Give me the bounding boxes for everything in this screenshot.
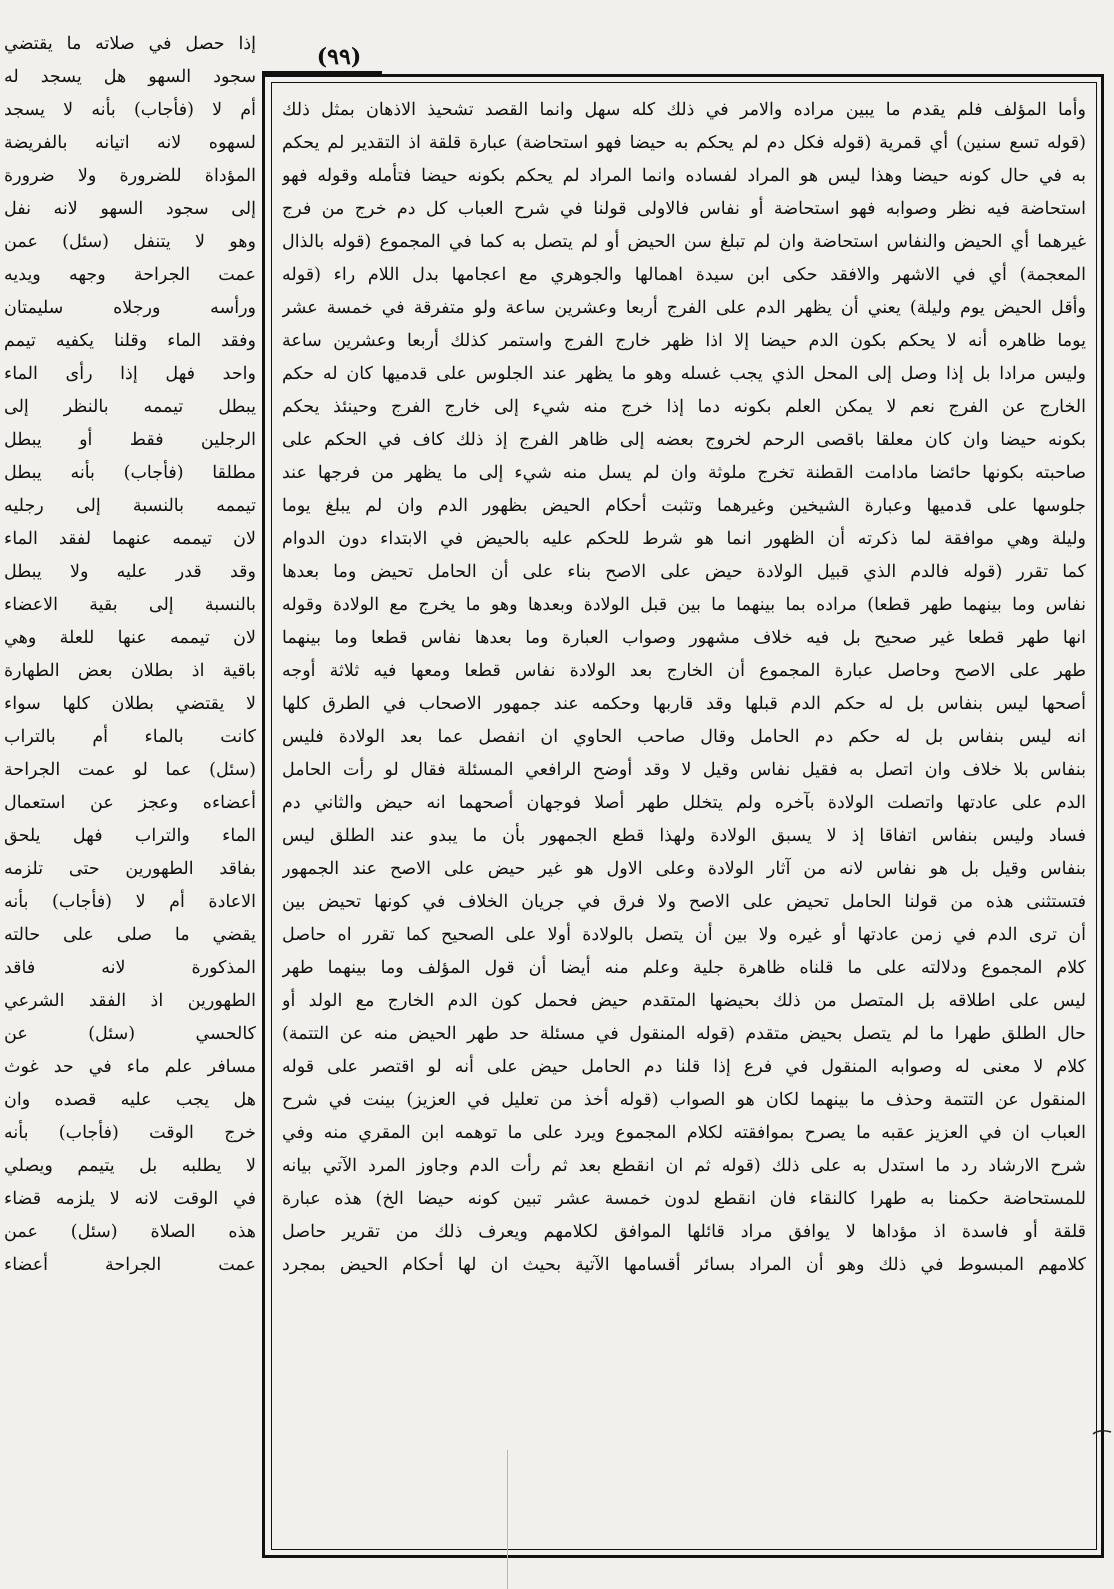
margin-text-line: بالنسبة إلى بقية الاعضاء [4, 595, 256, 615]
main-text-line: وليس مرادا بل إذا وصل إلى المحل الذي يجب غسله وهو ما يظهر عند الجلوس على قدميها كان له حكم [282, 364, 1086, 384]
main-text-line: كلام المجموع ودلالته على ما قلناه ظاهرة جلية وعلم منه أيضا أن قول المؤلف وما بينهما طهر [282, 958, 1086, 978]
main-text-line: فساد وليس بنفاس اتفاقا إذ لا يسبق الولادة ولهذا قطع الجمهور بأن ما يبدو عند الطلق ليس [282, 826, 1086, 846]
main-text-line: استحاضة فيه نظر وصوابه فهو استحاضة أو نفاس فالاولى قولنا في شرح العباب كل دم خرج من فرج [282, 199, 1086, 219]
main-text-line: نفاس وما بينهما طهر قطعا) مراده بما بينهما ما بين قبل الولادة وبعدها وهو ما يخرج مع الولادة وقوله [282, 595, 1086, 615]
margin-text-line: أم لا (فأجاب) بأنه لا يسجد [4, 100, 256, 120]
main-text-line: كلام لا معنى له وصوابه المنقول في فرع إذا قلنا دم الحامل حيض على أنه لو اقتصر على قوله [282, 1057, 1086, 1077]
margin-text-line: الماء والتراب فهل يلحق [4, 826, 256, 846]
margin-text-line: مطلقا (فأجاب) بأنه يبطل [4, 463, 256, 483]
margin-text-line: لسهوه لانه اتيانه بالفريضة [4, 133, 256, 153]
margin-text-line: لا يقتضي بطلان كلها سواء [4, 694, 256, 714]
main-text-line: جلوسها على قدميها وعبارة الشيخين وغيرهما وتثبت أحكام الحيض بظهور الدم وان لم يبلغ يوما [282, 496, 1086, 516]
margin-text-line: عمت الجراحة أعضاء [4, 1255, 256, 1275]
margin-text-line: في الوقت لانه لا يلزمه قضاء [4, 1189, 256, 1209]
main-text-line: كلامهم المبسوط في ذلك وهو أن المراد بسائر أقسامها الآتية بحيث ان لها أحكام الحيض بمجرد [282, 1255, 1086, 1275]
main-text-line: انها طهر قطعا غير صحيح بل فيه خلاف مشهور وصواب العبارة وما بعدها نفاس قطعا وما بينهما [282, 628, 1086, 648]
main-text-block [282, 94, 1086, 1544]
margin-text-line: كانت بالماء أم بالتراب [4, 727, 256, 747]
main-text-line: بنفاس وقيل بل هو نفاس لانه من آثار الولادة وعلى الاول هو غير حيض على الاصح عند الجمهور [282, 859, 1086, 879]
margin-text-line: (سئل) عما لو عمت الجراحة [4, 760, 256, 780]
main-text-line: يوما ظاهره أنه لا يحكم بكون الدم حيضا إلا اذا ظهر خارج الفرج واستمر كذلك أربعا وعشرين ساعة [282, 331, 1086, 351]
margin-text-line: إذا حصل في صلاته ما يقتضي [4, 34, 256, 54]
margin-text-line: لان تيممه عنهما لفقد الماء [4, 529, 256, 549]
main-text-line: وليلة وهي موافقة لما ذكرته أن الظهور انما هو شرط للحكم عليه بالحيض في الابتداء دون الدوام [282, 529, 1086, 549]
main-text-line: فتستثنى هذه من قولنا الحامل تحيض على الاصح ولا فرق في جريان الخلاف في كونها تحيض بين [282, 892, 1086, 912]
margin-text-line: وهو لا يتنفل (سئل) عمن [4, 232, 256, 252]
main-text-line: العباب ان في العزيز عقبه ما يصرح بموافقته لكلام المجموع ويرد على ما توهمه ابن المقري منه وفي [282, 1123, 1086, 1143]
margin-commentary-column [4, 28, 256, 1558]
main-text-line: المعجمة) أي في الاشهر والافقد حكى ابن سيدة اهمالها والجوهري مع اعجامها بدل اللام راء (قوله [282, 265, 1086, 285]
main-text-line: أن ترى الدم في زمن عادتها أو غيره ولا بين أن يتصل بالولادة أولا على الصحيح كما تقرر اه حاصل [282, 925, 1086, 945]
pen-stroke-mark [1092, 1428, 1112, 1436]
margin-text-line: بفاقد الطهورين حتى تلزمه [4, 859, 256, 879]
margin-text-line: باقية اذ بطلان بعض الطهارة [4, 661, 256, 681]
main-text-line: صاحبته بكونها حائضا مادامت القطنة تخرج ملوثة وان لم يسل منه شيء إلى ما يظهر من فرجها عند [282, 463, 1086, 483]
main-text-line: كما تقرر (قوله فالدم الذي قبيل الولادة حيض على الاصح بناء على أن الحامل تحيض وما بعدها [282, 562, 1086, 582]
margin-text-line: لا يطلبه بل يتيمم ويصلي [4, 1156, 256, 1176]
margin-text-line: تيممه بالنسبة إلى رجليه [4, 496, 256, 516]
main-text-line: وأقل الحيض يوم وليلة) يعني أن يظهر الدم على الفرج أربعا وعشرين ساعة ولو متفرقة في خمسة عشر [282, 298, 1086, 318]
margin-text-line: هل يجب عليه قصده وان [4, 1090, 256, 1110]
page-number: (٩٩) [316, 44, 362, 70]
main-text-line: الخارج عن الفرج نعم لا يمكن العلم بكونه دما إذا خرج منه شيء إلى خارج الفرج وحينئذ يحكم [282, 397, 1086, 417]
margin-text-line: مسافر علم ماء في حد غوث [4, 1057, 256, 1077]
margin-text-line: يبطل تيممه بالنظر إلى [4, 397, 256, 417]
margin-text-line: المذكورة لانه فاقد [4, 958, 256, 978]
margin-text-line: سجود السهو هل يسجد له [4, 67, 256, 87]
margin-text-line: يقضي ما صلى على حالته [4, 925, 256, 945]
page-fold-line [507, 1450, 508, 1589]
main-text-line: طهر على الاصح وحاصل عبارة المجموع أن الخارج بعد الولادة نفاس قطعا ومعها فيه ثلاثة أوجه [282, 661, 1086, 681]
margin-text-line: واحد فهل إذا رأى الماء [4, 364, 256, 384]
margin-text-line: خرج الوقت (فأجاب) بأنه [4, 1123, 256, 1143]
margin-text-line: كالحسي (سئل) عن [4, 1024, 256, 1044]
main-text-line: غيرهما أي الحيض والنفاس استحاضة وان لم تبلغ سن الحيض أو لم يتصل به كما في المجموع (قوله بالذال [282, 232, 1086, 252]
main-text-line: وأما المؤلف فلم يقدم ما يبين مراده والامر في ذلك كله سهل وانما القصد تشحيذ الاذهان بمثل ذلك [282, 100, 1086, 120]
main-text-line: قلقة أو فاسدة اذ مؤداها لا يوافق مراد قائلها الموافق لكلامهم ويعرف ذلك من تقرير حاصل [282, 1222, 1086, 1242]
margin-text-line: أعضاءه وعجز عن استعمال [4, 793, 256, 813]
margin-text-line: وقد قدر عليه ولا يبطل [4, 562, 256, 582]
margin-text-line: الرجلين فقط أو يبطل [4, 430, 256, 450]
main-text-line: بكونه حيضا وان كان معلقا باقصى الرحم لخروج بعضه إلى ظاهر الفرج إذ ذلك كاف في الحكم على [282, 430, 1086, 450]
margin-text-line: لان تيممه عنها للعلة وهي [4, 628, 256, 648]
main-text-line: أصحها ليس بنفاس بل له حكم الدم قبلها وقد قاربها وحكمه عند جمهور الاصحاب في الطرق كلها [282, 694, 1086, 714]
main-text-line: المنقول عن التتمة وحذف ما بينهما لكان هو الصواب (قوله أخذ من تعليل في العزيز) بينت في شرح [282, 1090, 1086, 1110]
margin-text-line: وفقد الماء وقلنا يكفيه تيمم [4, 331, 256, 351]
main-text-line: انه ليس بنفاس بل له حكم دم الحامل وقال صاحب الحاوي ان انفصل عما بعد الولادة فليس [282, 727, 1086, 747]
main-text-line: للمستحاضة حكمنا به طهرا كالنقاء فان انقطع لدون خمسة عشر تبين كونه حيضا الخ) هذه عبارة [282, 1189, 1086, 1209]
main-text-line: ليس على اطلاقه بل المتصل من ذلك بحيضها المتقدم حيض فحمل كون الدم الخارج مع الولد أو [282, 991, 1086, 1011]
margin-text-line: ورأسه ورجلاه سليمتان [4, 298, 256, 318]
main-text-line: شرح الارشاد رد ما استدل به على ذلك (قوله ثم ان انقطع بعد ثم رأت الدم وجاوز المرد الآتي بيانه [282, 1156, 1086, 1176]
main-text-line: بنفاس بلا خلاف وان اتصل به فقيل نفاس وقيل لا وقد أوضح الرافعي المسئلة فقال لو رأت الحامل [282, 760, 1086, 780]
main-text-line: به في حال كونه حيضا وهذا ليس هو المراد لفساده وانما المراد لم يحكم بكونه حيضا فتأمله وقوله فهو [282, 166, 1086, 186]
margin-text-line: عمت الجراحة وجهه ويديه [4, 265, 256, 285]
margin-text-line: الطهورين اذ الفقد الشرعي [4, 991, 256, 1011]
main-text-line: (قوله تسع سنين) أي قمرية (قوله فكل دم لم يحكم به حيضا فهو استحاضة) عبارة قلقة اذ التقدير لم يحكم [282, 133, 1086, 153]
margin-text-line: الاعادة أم لا (فأجاب) بأنه [4, 892, 256, 912]
main-text-line: الدم على عادتها واتصلت الولادة بآخره ولم يتخلل طهر أصلا فوجهان أصحهما انه حيض والثاني دم [282, 793, 1086, 813]
margin-text-line: المؤداة للضرورة ولا ضرورة [4, 166, 256, 186]
main-text-line: حال الطلق طهرا ما لم يتصل بحيض متقدم (قوله المنقول في مسئلة حد طهر الحيض منه عن التتمة) [282, 1024, 1086, 1044]
margin-text-line: إلى سجود السهو لانه نفل [4, 199, 256, 219]
margin-text-line: هذه الصلاة (سئل) عمن [4, 1222, 256, 1242]
